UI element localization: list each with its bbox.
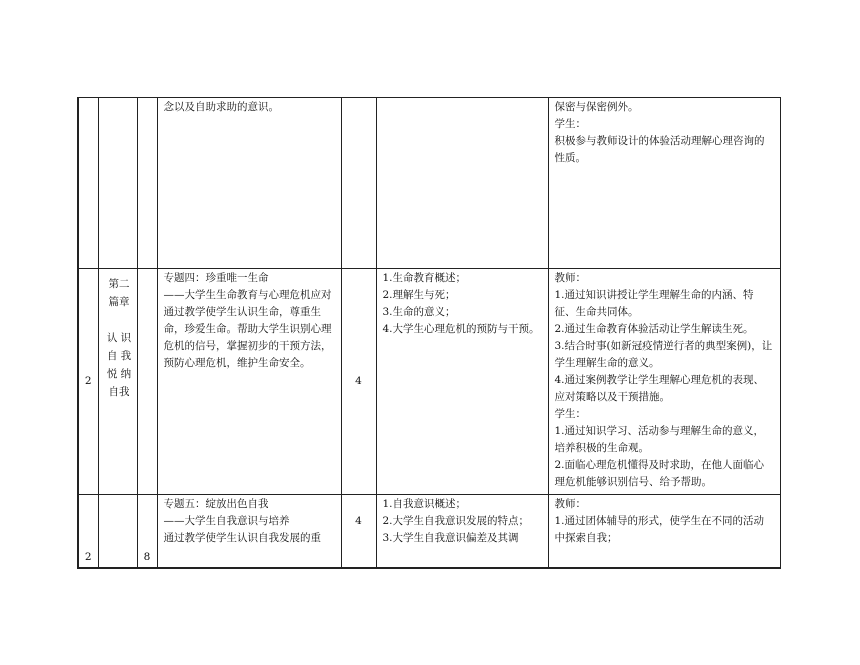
content-item: 2.大学生自我意识发展的特点； <box>382 515 530 527</box>
content-item: 1.生命教育概述； <box>382 272 467 284</box>
chapter-cell <box>98 269 137 495</box>
content-item: 4.大学生心理危机的预防与干预。 <box>382 323 540 335</box>
topic-cell <box>157 269 341 495</box>
method-cell <box>548 98 780 269</box>
topic-objective: 通过教学使学生认识生命，尊重生命，珍爱生命。帮助大学生识别心理危机的信号，掌握初步的干预方法，预防心理危机，维护生命安全。 <box>163 306 332 369</box>
method-line: 教师： <box>554 498 586 510</box>
method-line: 1.通过团体辅导的形式，使学生在不同的活动中探索自我； <box>554 515 765 544</box>
chapter-line: 自我 <box>108 386 130 398</box>
method-line: 2.通过生命教育体验活动让学生解读生死。 <box>554 323 754 335</box>
number-cell <box>78 98 98 269</box>
method-line: 教师： <box>554 272 586 284</box>
number-cell <box>78 269 98 495</box>
method-cell <box>548 269 780 495</box>
chapter-line: 自 我 <box>106 350 132 362</box>
table-row <box>78 269 780 495</box>
content-cell <box>376 98 548 269</box>
table-row <box>78 98 780 269</box>
number-cell <box>78 495 98 569</box>
hours-cell <box>341 269 376 495</box>
topic-subtitle: ——大学生生命教育与心理危机应对 <box>163 289 332 301</box>
content-cell <box>376 495 548 569</box>
row-number: 2 <box>84 375 92 387</box>
method-line: 学生： <box>554 118 586 130</box>
hours-cell <box>341 98 376 269</box>
week-cell <box>137 269 157 495</box>
method-line: 1.通过知识学习、活动参与理解生命的意义，培养积极的生命观。 <box>554 425 765 454</box>
hours-value: 4 <box>355 375 362 387</box>
topic-title: 专题四：珍重唯一生命 <box>163 272 269 284</box>
week-number: 8 <box>143 551 151 563</box>
topic-cell <box>157 98 341 269</box>
method-line: 保密与保密例外。 <box>554 101 639 113</box>
week-cell <box>137 98 157 269</box>
method-line: 积极参与教师设计的体验活动理解心理咨询的性质。 <box>554 135 765 164</box>
method-line: 1.通过知识讲授让学生理解生命的内涵、特征、生命共同体。 <box>554 289 754 318</box>
hours-cell <box>341 495 376 569</box>
content-cell <box>376 269 548 495</box>
table-row <box>78 495 780 569</box>
chapter-cell <box>98 98 137 269</box>
method-line: 4.通过案例教学让学生理解心理危机的表现、应对策略以及干预措施。 <box>554 374 765 403</box>
method-line: 学生： <box>554 408 586 420</box>
topic-title: 专题五：绽放出色自我 <box>163 498 269 510</box>
content-item: 2.理解生与死； <box>382 289 456 301</box>
topic-subtitle: ——大学生自我意识与培养 <box>163 515 290 527</box>
hours-value: 4 <box>355 515 362 527</box>
chapter-cell <box>98 495 137 569</box>
chapter-line: 篇章 <box>108 296 130 308</box>
topic-objective: 通过教学使学生认识自我发展的重 <box>163 532 321 544</box>
chapter-line: 第二 <box>108 278 130 290</box>
chapter-line: 悦 纳 <box>106 368 132 380</box>
week-cell <box>137 495 157 569</box>
method-line: 3.结合时事(如新冠疫情逆行者的典型案例)，让学生理解生命的意义。 <box>554 340 773 369</box>
content-item: 3.大学生自我意识偏差及其调 <box>382 532 519 544</box>
content-item: 1.自我意识概述； <box>382 498 467 510</box>
course-schedule-table <box>77 97 781 569</box>
method-line: 2.面临心理危机懂得及时求助，在他人面临心理危机能够识别信号、给予帮助。 <box>554 459 765 488</box>
row-number: 2 <box>84 551 92 563</box>
content-item: 3.生命的意义； <box>382 306 456 318</box>
method-cell <box>548 495 780 569</box>
chapter-gap <box>105 311 134 329</box>
chapter-line: 认 识 <box>106 332 132 344</box>
topic-cell <box>157 495 341 569</box>
topic-line: 念以及自助求助的意识。 <box>163 101 279 113</box>
